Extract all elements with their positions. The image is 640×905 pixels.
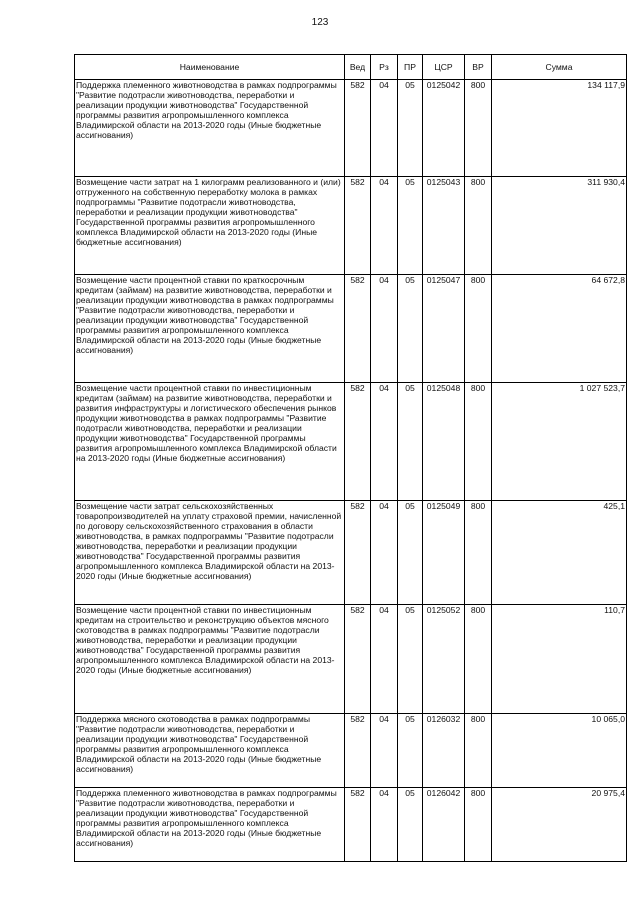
row-rz: 04	[371, 501, 398, 605]
table-row	[75, 80, 627, 177]
table-row	[75, 275, 627, 383]
budget-table	[74, 54, 627, 862]
row-csr: 0125052	[423, 605, 465, 714]
row-pr: 05	[398, 275, 423, 383]
row-rz: 04	[371, 605, 398, 714]
row-sum: 311 930,4	[492, 177, 627, 275]
row-pr: 05	[398, 177, 423, 275]
page-number: 123	[311, 17, 329, 28]
row-ved: 582	[345, 80, 371, 177]
row-vr: 800	[465, 714, 492, 788]
row-csr: 0125043	[423, 177, 465, 275]
row-csr: 0126032	[423, 714, 465, 788]
header-ved: Вед	[345, 55, 371, 80]
row-pr: 05	[398, 383, 423, 501]
row-ved: 582	[345, 275, 371, 383]
header-rz: Рз	[371, 55, 398, 80]
row-sum: 134 117,9	[492, 80, 627, 177]
row-ved: 582	[345, 605, 371, 714]
row-rz: 04	[371, 383, 398, 501]
row-rz: 04	[371, 80, 398, 177]
row-rz: 04	[371, 788, 398, 862]
row-name: Поддержка племенного животноводства в рамках подпрограммы "Развитие подотрасли животноводства, переработки и реализации продукции животноводства" Государственной программы развития агропромышленного комплекса Владимирской области на 2013-2020 годы (Иные бюджетные ассигнования)	[75, 788, 345, 862]
table-row	[75, 605, 627, 714]
row-name: Возмещение части процентной ставки по инвестиционным кредитам на строительство и реконструкцию объектов мясного скотоводства в рамках подпрограммы "Развитие подотрасли животноводства, переработки и реализации продукции животноводства" Государственной программы развития агропромышленного комплекса Владимирской области на 2013-2020 годы (Иные бюджетные ассигнования)	[75, 605, 345, 714]
row-ved: 582	[345, 788, 371, 862]
row-ved: 582	[345, 501, 371, 605]
table-row	[75, 383, 627, 501]
header-sum: Сумма	[492, 55, 627, 80]
row-rz: 04	[371, 275, 398, 383]
row-ved: 582	[345, 177, 371, 275]
row-vr: 800	[465, 80, 492, 177]
row-pr: 05	[398, 605, 423, 714]
row-sum: 425,1	[492, 501, 627, 605]
header-vr: ВР	[465, 55, 492, 80]
row-rz: 04	[371, 177, 398, 275]
row-vr: 800	[465, 605, 492, 714]
row-ved: 582	[345, 383, 371, 501]
row-vr: 800	[465, 501, 492, 605]
row-pr: 05	[398, 501, 423, 605]
header-pr: ПР	[398, 55, 423, 80]
row-vr: 800	[465, 788, 492, 862]
row-pr: 05	[398, 788, 423, 862]
table-header-row	[75, 55, 627, 80]
row-name: Возмещение части затрат на 1 килограмм реализованного и (или) отгруженного на собственную переработку молока в рамках подпрограммы "Развитие подотрасли животноводства, переработки и реализации продукции животноводства" Государственной программы развития агропромышленного комплекса Владимирской области на 2013-2020 годы (Иные бюджетные ассигнования)	[75, 177, 345, 275]
row-ved: 582	[345, 714, 371, 788]
header-name: Наименование	[75, 55, 345, 80]
row-sum: 110,7	[492, 605, 627, 714]
table-row	[75, 788, 627, 862]
row-pr: 05	[398, 80, 423, 177]
row-name: Поддержка племенного животноводства в рамках подпрограммы "Развитие подотрасли животноводства, переработки и реализации продукции животноводства" Государственной программы развития агропромышленного комплекса Владимирской области на 2013-2020 годы (Иные бюджетные ассигнования)	[75, 80, 345, 177]
row-name: Возмещение части процентной ставки по инвестиционным кредитам (займам) на развитие животноводства, переработки и развития инфраструктуры и логистического обеспечения рынков продукции животноводства в рамках подпрограммы "Развитие подотрасли животноводства, переработки и реализации продукции животноводства" Государственной программы развития агропромышленного комплекса Владимирской области на 2013-2020 годы (Иные бюджетные ассигнования)	[75, 383, 345, 501]
table-row	[75, 501, 627, 605]
table-row	[75, 177, 627, 275]
row-csr: 0125047	[423, 275, 465, 383]
row-csr: 0126042	[423, 788, 465, 862]
row-pr: 05	[398, 714, 423, 788]
row-sum: 10 065,0	[492, 714, 627, 788]
row-name: Возмещение части затрат сельскохозяйственных товаропроизводителей на уплату страховой премии, начисленной по договору сельскохозяйственного страхования в области животноводства, в рамках подпрограммы "Развитие подотрасли животноводства, переработки и реализации продукции животноводства" Государственной программы развития агропромышленного комплекса Владимирской области на 2013-2020 годы (Иные бюджетные ассигнования)	[75, 501, 345, 605]
table-row	[75, 714, 627, 788]
row-sum: 64 672,8	[492, 275, 627, 383]
row-csr: 0125042	[423, 80, 465, 177]
row-csr: 0125048	[423, 383, 465, 501]
row-name: Возмещение части процентной ставки по краткосрочным кредитам (займам) на развитие животноводства, переработки и реализации продукции животноводства в рамках подпрограммы "Развитие подотрасли животноводства, переработки и реализации продукции животноводства" Государственной программы развития агропромышленного комплекса Владимирской области на 2013-2020 годы (Иные бюджетные ассигнования)	[75, 275, 345, 383]
header-csr: ЦСР	[423, 55, 465, 80]
row-sum: 20 975,4	[492, 788, 627, 862]
row-sum: 1 027 523,7	[492, 383, 627, 501]
row-vr: 800	[465, 383, 492, 501]
row-vr: 800	[465, 177, 492, 275]
row-name: Поддержка мясного скотоводства в рамках подпрограммы "Развитие подотрасли животноводства, переработки и реализации продукции животноводства" Государственной программы развития агропромышленного комплекса Владимирской области на 2013-2020 годы (Иные бюджетные ассигнования)	[75, 714, 345, 788]
row-csr: 0125049	[423, 501, 465, 605]
row-rz: 04	[371, 714, 398, 788]
row-vr: 800	[465, 275, 492, 383]
